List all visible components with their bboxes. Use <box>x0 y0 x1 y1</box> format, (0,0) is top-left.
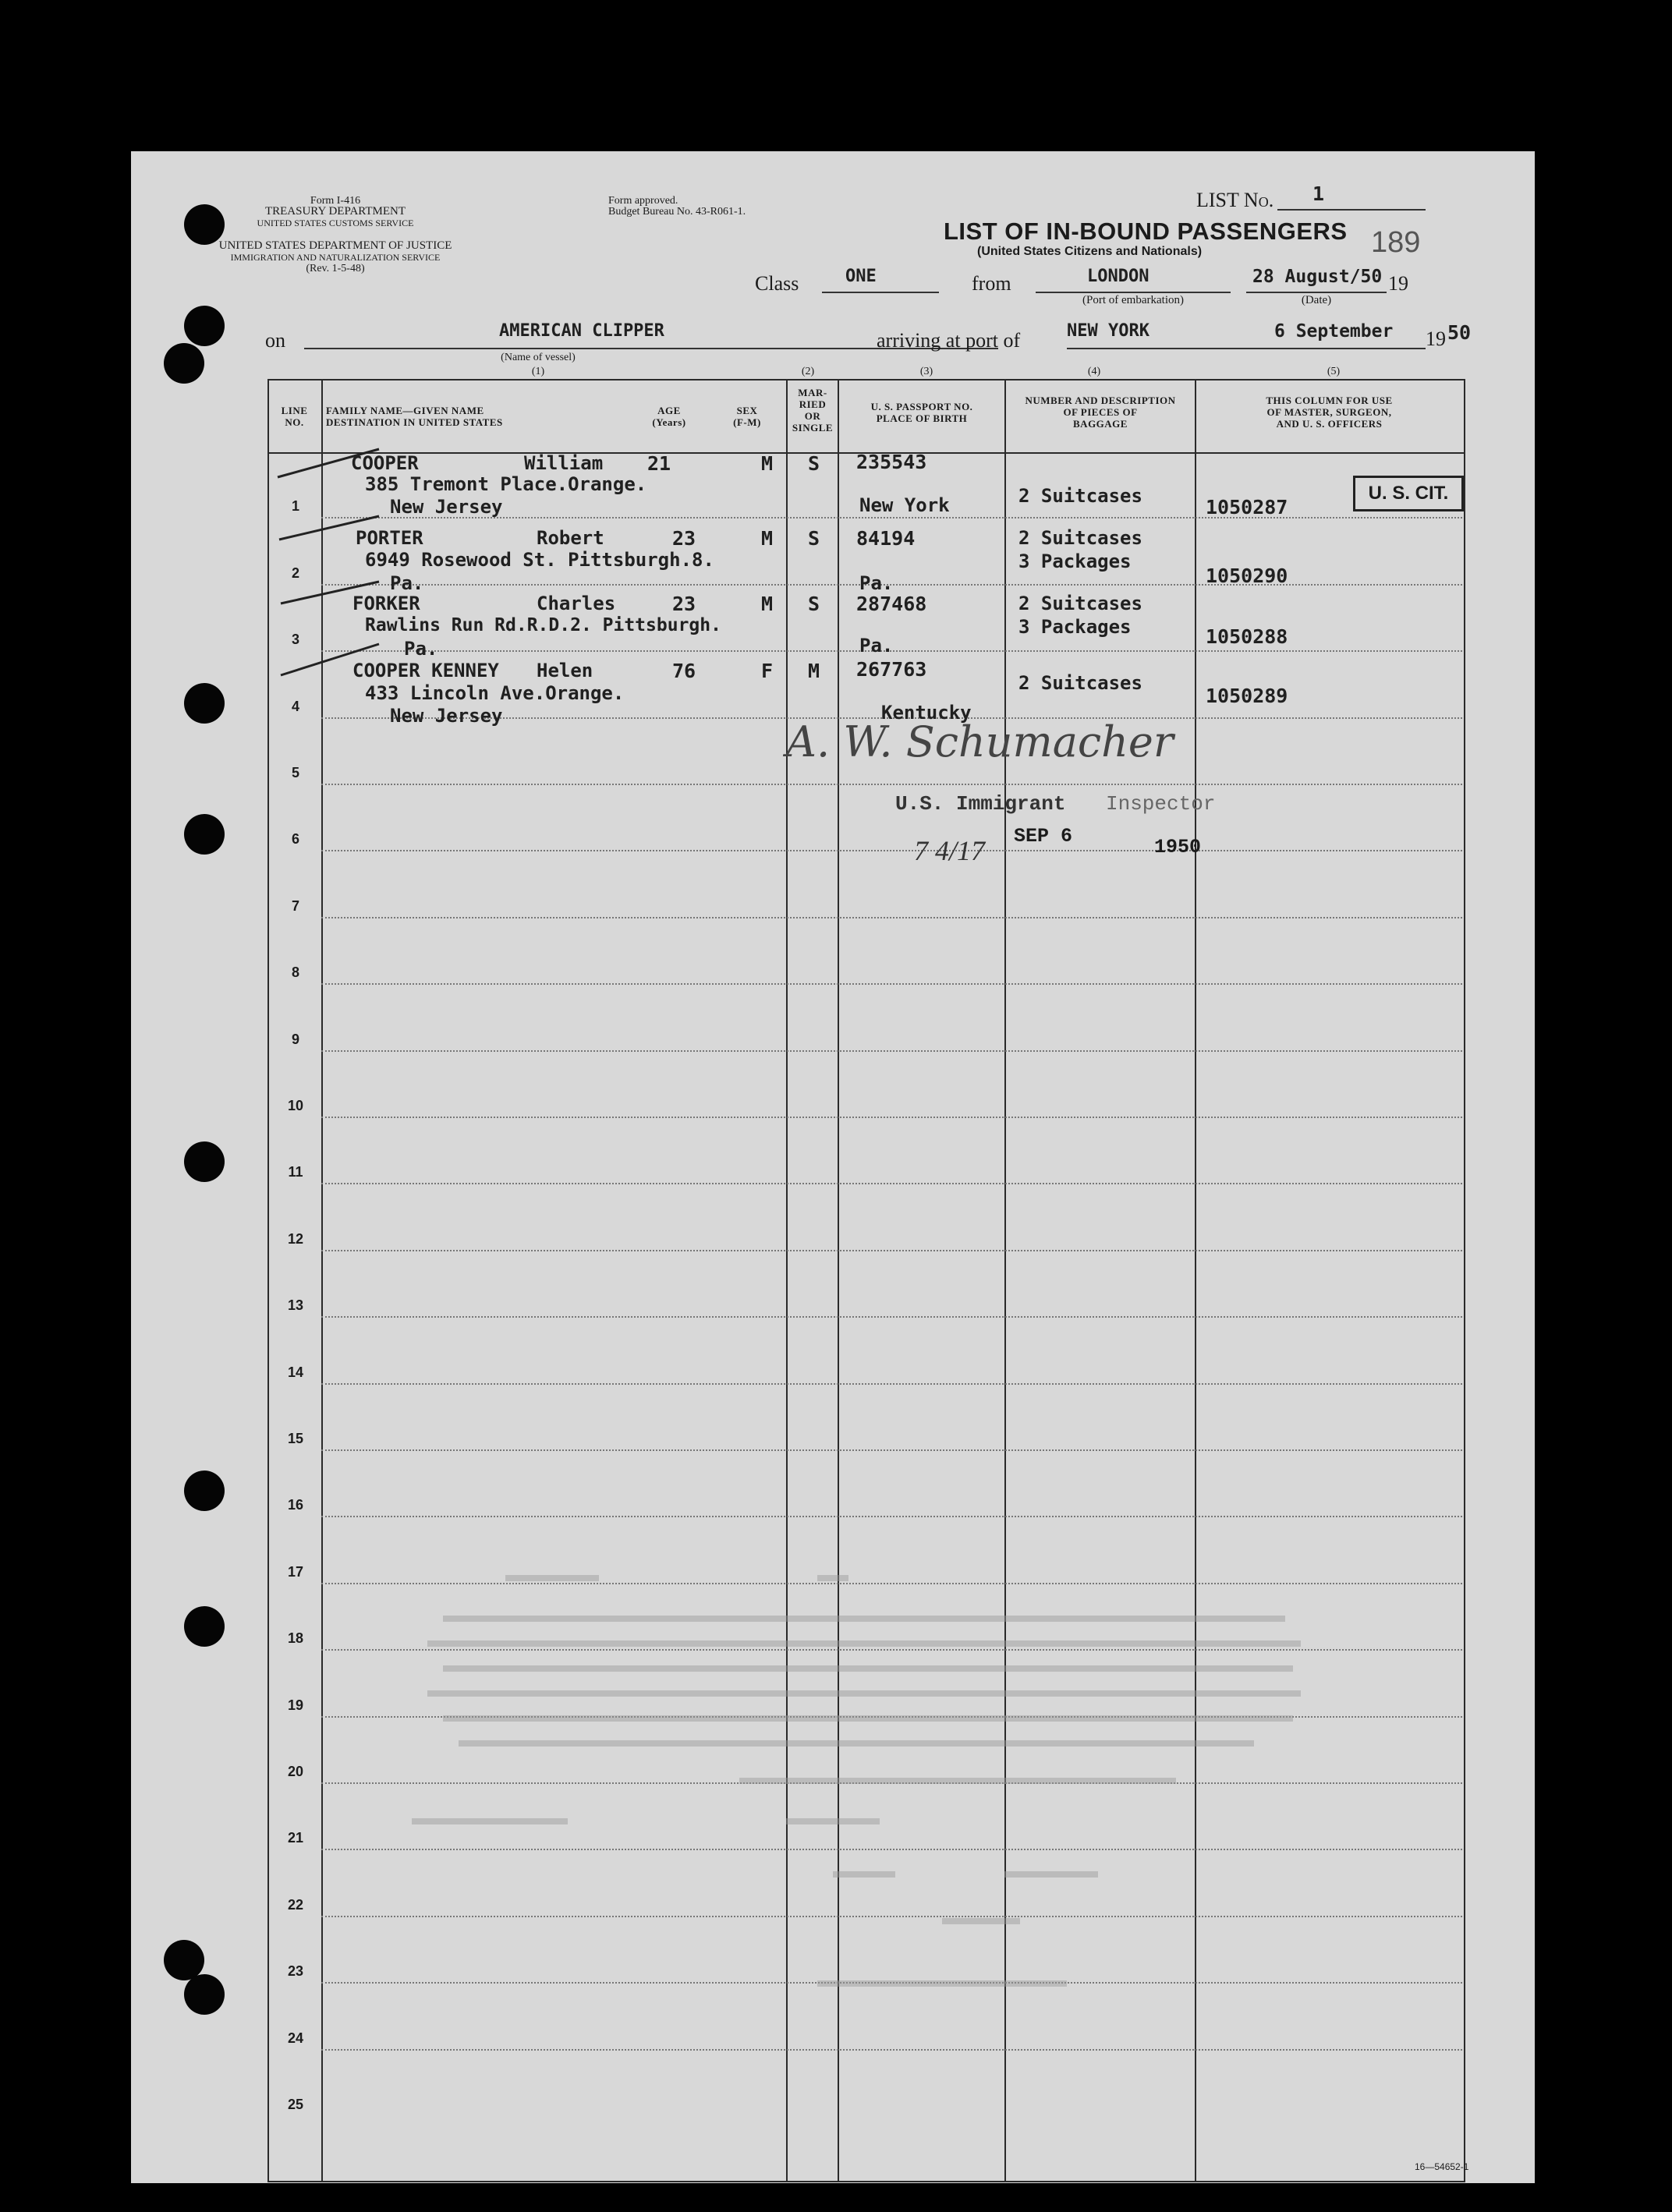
line-number: 15 <box>287 1431 304 1446</box>
row-3-passport: 287468 <box>856 593 927 615</box>
row-1-family: COOPER <box>351 452 419 474</box>
header-officers-3: AND U. S. OFFICERS <box>1276 418 1383 430</box>
row-1-age: 21 <box>647 452 671 475</box>
row-separator <box>321 1316 1462 1318</box>
binder-hole <box>184 814 225 855</box>
line-number: 19 <box>287 1697 304 1713</box>
faint-bleed-through <box>412 1563 1348 2015</box>
list-no-value: 1 <box>1312 182 1325 205</box>
binder-hole <box>184 1471 225 1511</box>
from-label: from <box>972 272 1011 295</box>
arrival-date: 6 September <box>1274 321 1394 342</box>
dept-treasury: TREASURY DEPARTMENT <box>264 205 406 218</box>
binder-hole <box>164 343 204 384</box>
check-mark-row-1 <box>278 449 379 477</box>
row-separator <box>321 1383 1462 1385</box>
column-3-marker: (3) <box>919 366 933 377</box>
arrival-underline <box>1067 348 1426 349</box>
us-citizen-stamp: U. S. CIT. <box>1353 476 1464 511</box>
header-line-no-1: LINE <box>281 405 308 416</box>
header-married-4: SINGLE <box>792 422 834 434</box>
row-2-family: PORTER <box>356 527 423 549</box>
column-4-marker: (4) <box>1087 366 1101 377</box>
header-sex-1: SEX <box>736 405 758 416</box>
line-number: 11 <box>288 1164 303 1180</box>
date-value: 28 August/50 <box>1252 267 1383 287</box>
row-1-official-number: 1050287 <box>1206 496 1288 518</box>
row-2-married: S <box>808 527 820 550</box>
line-number: 25 <box>287 2097 304 2112</box>
list-no-label: LIST No. <box>1196 189 1274 211</box>
row-4-age: 76 <box>672 660 696 682</box>
arrival-port: NEW YORK <box>1067 321 1150 341</box>
row-1-address-state: New Jersey <box>390 496 503 518</box>
arrival-year-prefix: 19 <box>1426 327 1446 350</box>
header-passport <box>839 401 1004 424</box>
page-number: 189 <box>1371 226 1421 259</box>
row-2-birthplace: Pa. <box>859 572 894 594</box>
row-1-passport: 235543 <box>856 451 927 473</box>
row-3-birthplace: Pa. <box>859 635 894 657</box>
on-label: on <box>265 329 285 352</box>
line-number: 8 <box>291 964 299 981</box>
row-3-baggage-2: 3 Packages <box>1018 616 1132 638</box>
header-officers <box>1196 395 1462 430</box>
header-married <box>788 387 838 434</box>
row-separator <box>321 1516 1462 1517</box>
header-age-2: (Years) <box>652 416 686 428</box>
dept-treasury-sub: UNITED STATES CUSTOMS SERVICE <box>257 218 414 228</box>
inspector-signature: A. W. Schumacher <box>786 717 1174 766</box>
header-married-2: RIED <box>799 398 827 410</box>
column-1-marker: (1) <box>531 366 545 377</box>
dept-justice-sub: IMMIGRATION AND NATURALIZATION SERVICE <box>230 252 441 263</box>
header-officers-1: THIS COLUMN FOR USE <box>1266 395 1393 406</box>
form-id: Form I-416 <box>310 195 361 207</box>
row-2-official-number: 1050290 <box>1206 565 1288 587</box>
vessel-name: AMERICAN CLIPPER <box>499 321 664 341</box>
row-4-given: Helen <box>537 660 593 681</box>
line-number: 10 <box>287 1098 304 1113</box>
header-married-3: OR <box>804 410 821 422</box>
binder-hole <box>184 683 225 724</box>
line-number: 7 <box>291 897 299 914</box>
inspector-title-suffix: Inspector <box>1106 792 1216 816</box>
stamp-date-year: 1950 <box>1154 836 1202 858</box>
vessel-caption: (Name of vessel) <box>501 352 576 363</box>
binder-hole <box>184 204 225 245</box>
row-separator <box>321 2049 1462 2051</box>
row-3-address: Rawlins Run Rd.R.D.2. Pittsburgh. <box>365 615 721 635</box>
line-number: 3 <box>291 632 299 648</box>
header-line-no <box>267 405 321 428</box>
arriving-label: arriving at port of <box>877 329 1021 352</box>
row-2-given: Robert <box>537 527 604 549</box>
row-3-baggage-1: 2 Suitcases <box>1018 593 1142 614</box>
page-subtitle: (United States Citizens and Nationals) <box>977 245 1203 258</box>
row-4-birthplace: Kentucky <box>881 702 972 724</box>
check-mark-row-4 <box>281 644 379 675</box>
line-number: 14 <box>287 1364 304 1380</box>
header-baggage-3: BAGGAGE <box>1073 418 1128 430</box>
row-separator <box>321 850 1462 851</box>
row-3-address-state: Pa. <box>404 638 438 660</box>
row-1-sex: M <box>761 452 774 475</box>
line-number: 22 <box>287 1896 304 1913</box>
row-2-address: 6949 Rosewood St. Pittsburgh.8. <box>365 549 714 571</box>
stamp-date-month: SEP 6 <box>1014 825 1073 848</box>
page-title: LIST OF IN-BOUND PASSENGERS <box>944 218 1348 245</box>
form-code: 16—54652-1 <box>1415 2161 1469 2172</box>
handwritten-note: 7 4/17 <box>914 835 986 866</box>
header-name-1: FAMILY NAME—GIVEN NAME <box>326 405 484 416</box>
class-value: ONE <box>845 267 877 286</box>
line-number: 12 <box>287 1230 304 1247</box>
document-page <box>131 151 1535 2183</box>
line-number: 21 <box>287 1830 304 1846</box>
row-3-family: FORKER <box>352 593 420 614</box>
column-2-marker: (2) <box>801 366 815 377</box>
header-age <box>630 405 708 428</box>
line-number: 20 <box>287 1764 304 1779</box>
class-underline <box>822 292 939 293</box>
binder-hole <box>184 1974 225 2015</box>
row-3-sex: M <box>761 593 774 615</box>
class-label: Class <box>755 272 799 295</box>
header-sex-2: (F-M) <box>733 416 761 428</box>
row-4-family: COOPER KENNEY <box>352 660 499 681</box>
date-underline <box>1246 292 1387 293</box>
check-mark-row-2 <box>279 516 379 540</box>
header-passport-1: U. S. PASSPORT NO. <box>870 401 973 412</box>
binder-hole <box>184 1606 225 1647</box>
row-4-baggage: 2 Suitcases <box>1018 672 1142 694</box>
row-3-age: 23 <box>672 593 696 615</box>
row-separator <box>321 983 1462 985</box>
row-4-married: M <box>808 660 820 682</box>
line-number: 24 <box>287 2030 304 2046</box>
header-married-1: MAR- <box>798 387 827 398</box>
line-number: 6 <box>291 831 299 848</box>
row-separator <box>321 1449 1462 1451</box>
line-number: 16 <box>287 1497 304 1513</box>
row-1-birthplace: New York <box>859 494 950 516</box>
row-2-passport: 84194 <box>856 527 916 550</box>
line-number: 17 <box>287 1563 304 1580</box>
form-revision: (Rev. 1-5-48) <box>306 263 365 274</box>
row-1-address: 385 Tremont Place.Orange. <box>365 473 647 495</box>
row-4-sex: F <box>761 660 774 682</box>
header-baggage-1: NUMBER AND DESCRIPTION <box>1025 395 1176 406</box>
date-caption: (Date) <box>1301 294 1332 306</box>
row-separator <box>321 1117 1462 1118</box>
row-2-baggage-1: 2 Suitcases <box>1018 527 1142 549</box>
port-caption: (Port of embarkation) <box>1082 294 1184 306</box>
row-2-sex: M <box>761 527 774 550</box>
arrival-year: 50 <box>1447 321 1472 344</box>
row-separator <box>321 1050 1462 1052</box>
line-number: 2 <box>291 565 299 581</box>
line-number: 4 <box>291 698 299 714</box>
header-baggage-2: OF PIECES OF <box>1063 406 1138 418</box>
row-separator <box>321 784 1462 785</box>
row-4-address: 433 Lincoln Ave.Orange. <box>365 682 625 704</box>
row-1-given: William <box>524 452 604 474</box>
header-name <box>326 405 503 428</box>
row-2-address-state: Pa. <box>390 572 424 594</box>
date-suffix: 19 <box>1388 272 1408 295</box>
from-underline <box>1036 292 1231 293</box>
column-5-marker: (5) <box>1327 366 1341 377</box>
header-line-no-2: NO. <box>285 416 304 428</box>
list-no-underline <box>1277 209 1426 211</box>
row-1-married: S <box>808 452 820 475</box>
check-marks <box>270 448 395 713</box>
row-4-official-number: 1050289 <box>1206 685 1288 707</box>
row-4-address-state: New Jersey <box>390 705 503 727</box>
binder-hole <box>184 306 225 346</box>
header-baggage <box>1006 395 1195 430</box>
header-age-1: AGE <box>657 405 681 416</box>
budget-bureau: Budget Bureau No. 43-R061-1. <box>608 206 746 218</box>
row-2-age: 23 <box>672 527 696 550</box>
header-sex <box>712 405 782 428</box>
row-3-official-number: 1050288 <box>1206 625 1288 648</box>
form-approved: Form approved. <box>608 195 678 207</box>
row-2-baggage-2: 3 Packages <box>1018 550 1132 572</box>
header-officers-2: OF MASTER, SURGEON, <box>1266 406 1392 418</box>
header-name-2: DESTINATION IN UNITED STATES <box>326 416 503 428</box>
header-passport-2: PLACE OF BIRTH <box>876 412 968 424</box>
line-number: 18 <box>287 1630 304 1647</box>
inspector-title-prefix: U.S. Immigrant <box>895 792 1066 816</box>
dept-justice: UNITED STATES DEPARTMENT OF JUSTICE <box>218 239 452 252</box>
check-mark-row-3 <box>281 582 379 603</box>
binder-hole <box>184 1141 225 1182</box>
line-number: 23 <box>287 1963 304 1980</box>
line-number: 5 <box>291 765 299 780</box>
from-value: LONDON <box>1087 267 1150 286</box>
line-number: 1 <box>291 498 299 515</box>
line-number: 13 <box>287 1297 304 1314</box>
row-3-married: S <box>808 593 820 615</box>
line-number: 9 <box>291 1031 299 1047</box>
row-4-passport: 267763 <box>856 658 927 681</box>
row-separator <box>321 917 1462 918</box>
row-3-given: Charles <box>537 593 616 614</box>
row-separator <box>321 1250 1462 1251</box>
row-separator <box>321 1183 1462 1184</box>
row-1-baggage: 2 Suitcases <box>1018 485 1142 507</box>
